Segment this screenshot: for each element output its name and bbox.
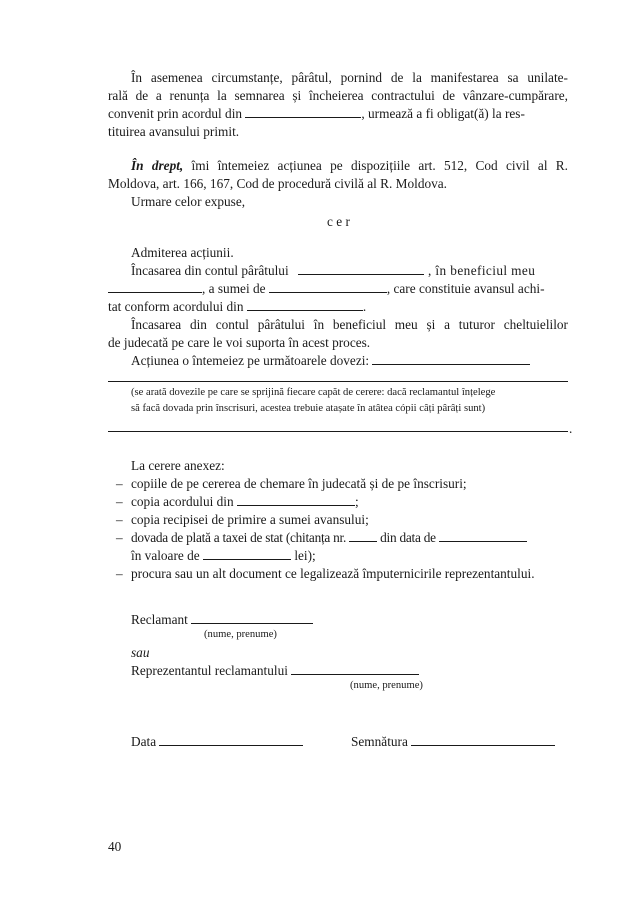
lei-text: lei);: [294, 548, 316, 563]
paragraph-1-line-4: tituirea avansului primit.: [108, 124, 240, 139]
page-number: 40: [108, 839, 122, 854]
signature-blank[interactable]: [411, 734, 555, 746]
reclamant-line: [131, 611, 313, 629]
annex-item-2-text: copia acordului din: [131, 494, 234, 509]
annex-item-2: [131, 493, 359, 511]
reclamant-name-blank[interactable]: [191, 612, 313, 624]
paragraph-2-line-3: Urmare celor expuse,: [131, 194, 246, 209]
date-label: Data: [131, 734, 157, 749]
receipt-number-blank[interactable]: [349, 530, 377, 542]
paragraph-1-line-3: [108, 105, 525, 123]
list-dash: –: [116, 566, 123, 581]
advance-text: , care constituie avansul achi-: [386, 281, 545, 296]
evidence-text: Acțiunea o întemeiez pe următoarele dovezi:: [131, 353, 370, 368]
list-dash: –: [116, 512, 123, 527]
evidence-note-line-1: (se arată dovezile pe care se sprijină fiecare capăt de cerere: dacă reclamantul înțelege: [131, 387, 496, 398]
sum-text: , a sumei de: [202, 281, 266, 296]
beneficiary-text: , în beneficiul meu: [427, 263, 536, 278]
beneficiary-name-blank[interactable]: [108, 281, 202, 293]
agreement-date-blank[interactable]: [245, 106, 361, 118]
obligation-text: , urmează a fi obligat(ă) la res-: [361, 106, 525, 121]
or-text: sau: [131, 645, 150, 660]
evidence-note-line-2: să facă dovada prin înscrisuri, acestea trebuie atașate în atâtea cópii câți pârâți sunt): [131, 403, 486, 414]
in-drept-heading: În drept,: [131, 158, 184, 173]
agreement-ref-text: tat conform acordului din: [108, 299, 244, 314]
evidence-blank-line[interactable]: [108, 381, 568, 382]
claim-admission: Admiterea acțiunii.: [131, 245, 234, 260]
evidence-blank[interactable]: [372, 353, 530, 365]
list-dash: –: [116, 530, 123, 545]
claim-costs-line-2: de judecată pe care le voi suporta în acest proces.: [108, 335, 371, 350]
value-text: în valoare de: [131, 548, 200, 563]
period: .: [362, 299, 367, 314]
date-blank[interactable]: [159, 734, 303, 746]
annex-item-3: copia recipisei de primire a sumei avansului;: [131, 512, 369, 527]
paragraph-1-line-1: În asemenea circumstanțe, pârâtul, pornind de la manifestarea sa unilate-: [131, 70, 568, 85]
annex-item-5: procura sau un alt document ce legalizează împuternicirile reprezentantului.: [131, 566, 535, 581]
annex-item-1: copiile de pe cererea de chemare în judecată și de pe înscrisuri;: [131, 476, 467, 491]
agreement-text: convenit prin acordul din: [108, 106, 243, 121]
annex-title: La cerere anexez:: [131, 458, 225, 473]
annex-item-4: [131, 529, 527, 547]
representative-name-blank[interactable]: [291, 663, 419, 675]
legal-basis-text: îmi întemeiez acțiunea pe dispozițiile art. 512, Cod civil al R.: [183, 158, 568, 173]
cer-heading: c e r: [327, 214, 350, 229]
date-line: [131, 733, 303, 751]
agreement-date-blank-2[interactable]: [247, 299, 363, 311]
list-dash: –: [116, 476, 123, 491]
annex-agreement-date-blank[interactable]: [237, 494, 355, 506]
claim-agreement-line: [108, 298, 366, 316]
signature-line: [351, 733, 555, 751]
list-dash: –: [116, 494, 123, 509]
annex-item-4-value: [131, 547, 316, 565]
value-blank[interactable]: [203, 548, 291, 560]
evidence-end-period: .: [569, 421, 573, 436]
signature-label: Semnătura: [351, 734, 408, 749]
claim-amount-line: [108, 280, 545, 298]
paragraph-2-line-1: [131, 157, 568, 175]
receipt-date-text: din data de: [380, 530, 436, 545]
sum-blank[interactable]: [269, 281, 387, 293]
reclamant-name-caption: (nume, prenume): [204, 629, 277, 640]
representative-label: Reprezentantul reclamantului: [131, 663, 288, 678]
paragraph-1-line-2: rală de a renunța la semnarea și încheierea contractului de vânzare-cumpărare,: [108, 88, 568, 103]
evidence-line: [131, 352, 530, 370]
claim-collection-text: Încasarea din contul pârâtului: [131, 263, 289, 278]
annex-item-4-text: dovada de plată a taxei de stat (chitanța nr.: [131, 530, 347, 545]
evidence-blank-line-2[interactable]: [108, 431, 568, 432]
representative-name-caption: (nume, prenume): [350, 680, 423, 691]
claim-costs-line-1: Încasarea din contul pârâtului în beneficiul meu și a tuturor cheltuielilor: [131, 317, 568, 332]
receipt-date-blank[interactable]: [439, 530, 527, 542]
reclamant-label: Reclamant: [131, 612, 188, 627]
semicolon: ;: [354, 494, 359, 509]
claim-collection-line: [131, 262, 568, 280]
paragraph-2-line-2: Moldova, art. 166, 167, Cod de procedură civilă al R. Moldova.: [108, 176, 447, 191]
defendant-blank[interactable]: [298, 263, 424, 275]
representative-line: [131, 662, 419, 680]
